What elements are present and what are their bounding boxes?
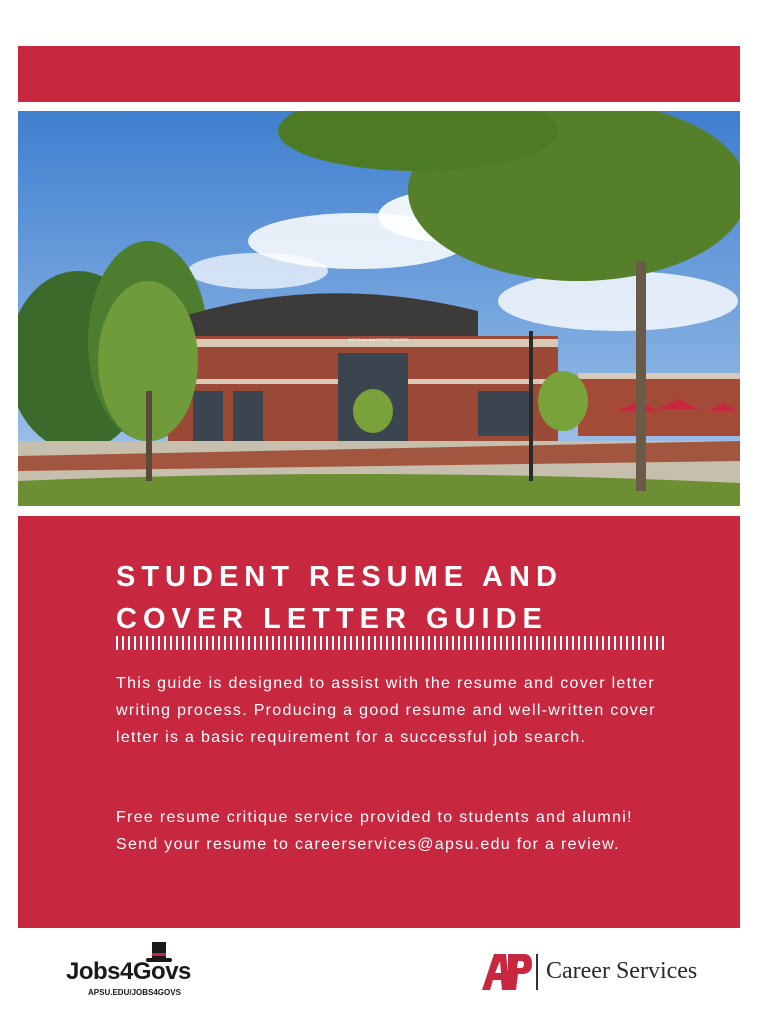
career-services-label: Career Services <box>546 958 698 984</box>
decorative-tick-rule <box>116 636 666 650</box>
title-line-2: COVER LETTER GUIDE <box>116 603 548 635</box>
ap-logo-icon <box>480 952 532 992</box>
title-line-1: STUDENT RESUME AND <box>116 561 563 593</box>
jobs4govs-url: APSU.EDU/JOBS4GOVS <box>88 988 181 997</box>
critique-paragraph: Free resume critique service provided to students and alumni! Send your resume to careerservices@apsu.edu for a review. <box>116 809 633 853</box>
career-services-logo <box>480 948 720 998</box>
campus-photo <box>18 111 740 506</box>
top-red-band <box>18 46 740 102</box>
guide-title <box>116 556 696 640</box>
building-sign: MORGAN UNIVERSITY CENTER <box>348 337 409 342</box>
logo-divider <box>536 954 538 990</box>
jobs4govs-logo <box>66 950 216 1000</box>
jobs4govs-wordmark: Jobs4Govs <box>66 958 191 985</box>
intro-paragraph: This guide is designed to assist with the resume and cover letter writing process. Producing a good resume and well-written cover letter is a basic requirement for a successful job search. <box>116 675 656 746</box>
